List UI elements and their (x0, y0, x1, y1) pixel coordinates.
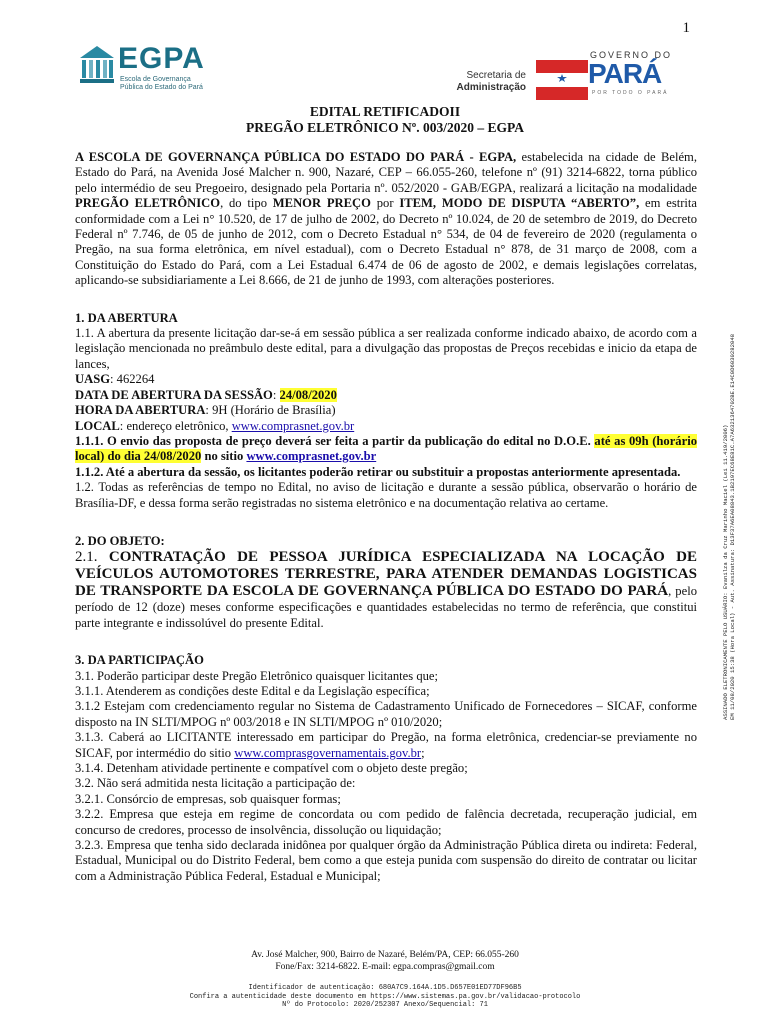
signature-line-1: ASSINADO ELETRONICAMENTE PELO USUÁRIO: Evanilza da Cruz Marinho Maciel (Lei 11.419/2006) (722, 424, 729, 720)
preamble-dispute-mode: ITEM, MODO DE DISPUTA “ABERTO”, (399, 196, 640, 211)
secretaria-label (446, 70, 526, 94)
comprasgovernamentais-link[interactable]: www.comprasgovernamentais.gov.br (234, 745, 422, 760)
egpa-emblem-icon (78, 44, 116, 86)
uasg-value: : 462264 (110, 372, 155, 387)
object-description: CONTRATAÇÃO DE PESSOA JURÍDICA ESPECIALIZADA NA LOCAÇÃO DE VEÍCULOS AUTOMOTORES TERRESTRE, PARA ATENDER DEMANDAS LOGISTICAS DE TRANSPORTE DA ESCOLA DE GOVERNANÇA PÚBLICA DO ESTADO DO PARÁ (75, 549, 698, 600)
location-value: : endereço eletrônico, (119, 418, 232, 433)
authentication-block (0, 984, 770, 1010)
clause-3-1: 3.1. Poderão participar deste Pregão Eletrônico quaisquer licitantes que; (75, 668, 438, 683)
governo-text: GOVERNO DO (590, 50, 673, 60)
opening-time-value: : 9H (Horário de Brasília) (205, 403, 336, 418)
clause-1-1-1 (75, 434, 697, 465)
preamble-type: MENOR PREÇO (272, 196, 371, 211)
preamble-text: , do tipo (220, 196, 273, 211)
auth-verify-url: Confira a autenticidade deste documento em https://www.sistemas.pa.gov.br/validacao-protocolo (189, 992, 581, 1001)
electronic-signature-stamp (722, 230, 770, 720)
preamble-text: por (370, 196, 400, 211)
preamble-text: em estrita conformidade com a Lei n° 10.520, de 17 de julho de 2002, do Decreto nº 10.024, de 20 de setembro de 2019, do Decreto Federal nº 7.746, de 05 de junho de 2012, com o Decreto Estadual n° 534, de 04 de fevereiro de 2020 (regulamenta o Pregão, na sua forma eletrônica, em nível estadual), com o Decreto Estadual n° 878, de 31 março de 2008, com a Constituição do Estado do Pará, com a Lei Estadual 6.474 de 06 de agosto de 2002, e demais legislações correlatas, aplicando-se subsidiariamente a Lei 8.666, de 21 de junho de 1993, com alterações posteriores. (75, 196, 698, 288)
clause-3-2-1: 3.2.1. Consórcio de empresas, sob quaisquer formas; (75, 791, 341, 806)
clause-3-2-2: 3.2.2. Empresa que esteja em regime de concordata ou com pedido de falência decretada, recuperação judicial, em concurso de credores, processo de insolvência, dissolução ou liquidação; (75, 807, 697, 837)
preamble-text: estabelecida na cidade de Belém, Estado do Pará, na Avenida José Malcher n. 900, Nazaré, CEP – 66.055-260, telefone nº (91) 3214-6822, torna público pelo intermédio de seu Pregoeiro, designado pela Portaria nº. 052/2020 - GAB/EGPA, realizará a licitação na modalidade (75, 150, 697, 195)
clause-2-1 (75, 549, 697, 631)
clause-text: 1.1.1. O envio das proposta de preço deverá ser feita a partir da publicação do edital no D.O.E. (75, 433, 595, 448)
location-line (75, 419, 697, 434)
egpa-subtitle: Escola de Governança Pública do Estado do Pará (120, 76, 203, 91)
para-wordmark: PARÁ (588, 58, 662, 89)
location-label: LOCAL (75, 418, 120, 433)
clause-3-1-1: 3.1.1. Atenderem as condições deste Edital e da Legislação específica; (75, 683, 430, 698)
clause-3-1-2: 3.1.2 Estejam com credenciamento regular no Sistema de Cadastramento Unificado de Fornecedores – SICAF, conforme disposto na IN SLTI/MPOG nº 003/2018 e IN SLTI/MPOG nº 010/2020; (75, 699, 697, 729)
footer-line-1: Av. José Malcher, 900, Bairro de Nazaré, Belém/PA, CEP: 66.055-260 (251, 950, 519, 960)
clause-number: 2.1. (75, 549, 109, 566)
document-body (75, 150, 697, 884)
para-tagline: POR TODO O PARÁ (592, 90, 669, 96)
egpa-wordmark: EGPA (118, 42, 205, 75)
edital-title: EDITAL RETIFICADOII (309, 104, 461, 119)
section-2-heading: 2. DO OBJETO: (75, 533, 165, 548)
uasg-label: UASG (75, 372, 110, 387)
page-number: 1 (682, 20, 690, 36)
opening-time-line (75, 403, 697, 418)
footer-line-2: Fone/Fax: 3214-6822. E-mail: egpa.compras@gmail.com (275, 962, 495, 972)
clause-3-2: 3.2. Não será admitida nesta licitação a participação de: (75, 776, 356, 791)
section-3-heading: 3. DA PARTICIPAÇÃO (75, 653, 204, 668)
clause-text: 3.1.3. Caberá ao LICITANTE interessado em participar do Pregão, na forma eletrônica, credenciar-se previamente no SICAF, por intermédio do sitio (75, 730, 697, 760)
deadline-highlight: até as 09h (horário local) do dia 24/08/2020 (75, 433, 697, 464)
clause-1-2: 1.2. Todas as referências de tempo no Edital, no aviso de licitação e durante a sessão pública, observarão o horário de Brasília-DF, e dessa forma serão registradas no sistema eletrônico e na documentação relativa ao certame. (75, 480, 697, 510)
egpa-logo (78, 44, 208, 90)
signature-line-2: EM 11/08/2020 15:38 (Hora Local) - Aut. Assinatura: D13F37A6EA08843.1B2197EC68E81C.A7A6321364702BE.E14C0D6030282048 (729, 333, 736, 720)
pregao-title: PREGÃO ELETRÔNICO Nº. 003/2020 – EGPA (246, 120, 524, 135)
clause-text: no sitio (201, 449, 247, 464)
secretaria-line2: Administração (456, 82, 526, 93)
auth-protocol: Nº do Protocolo: 2020/252307 Anexo/Sequencial: 71 (282, 1001, 488, 1009)
opening-date-label: DATA DE ABERTURA DA SESSÃO (75, 387, 273, 402)
para-flag-icon (536, 60, 588, 100)
governo-para-logo (536, 50, 686, 100)
preamble-lead: A ESCOLA DE GOVERNANÇA PÚBLICA DO ESTADO DO PARÁ - EGPA, (75, 150, 517, 164)
separator: : (272, 387, 280, 402)
clause-1-1: 1.1. A abertura da presente licitação dar-se-á em sessão pública a ser realizada conforme indicado abaixo, de acordo com a legislação mencionada no preâmbulo deste edital, para a divulgação das propostas de Preços recebidas e inicio da etapa de lances, (75, 326, 697, 371)
opening-time-label: HORA DA ABERTURA (75, 403, 206, 418)
preamble-modality: PREGÃO ELETRÔNICO (75, 196, 221, 211)
clause-3-2-3: 3.2.3. Empresa que tenha sido declarada inidônea por qualquer órgão da Administração Pública direta ou indireta: Federal, Estadual, Municipal ou do Distrito Federal, bem como a que esteja punida com suspensão do direito de contratar ou licitar com a Administração Pública Federal, Estadual e Municipal; (75, 838, 697, 883)
opening-date-value: 24/08/2020 (279, 387, 337, 402)
auth-identifier: Identificador de autenticação: 680A7C9.164A.1D5.D657E01ED77DF96B5 (248, 984, 522, 992)
uasg-line (75, 372, 697, 387)
section-1-heading: 1. DA ABERTURA (75, 310, 178, 325)
clause-3-1-4: 3.1.4. Detenham atividade pertinente e compatível com o objeto deste pregão; (75, 761, 468, 775)
secretaria-line1: Secretaria de (466, 70, 526, 81)
clause-text: , pelo período de 12 (doze) meses conforme especificações e quantidades estabelecidas no termo de referência, que constitui parte integrante e indissolúvel do presente Edital. (75, 584, 697, 630)
comprasnet-link[interactable]: www.comprasnet.gov.br (246, 449, 377, 464)
opening-date-line (75, 388, 697, 403)
clause-text: ; (421, 745, 425, 760)
clause-3-1-3 (75, 730, 697, 761)
footer-address (0, 949, 770, 973)
clause-1-1-2: 1.1.2. Até a abertura da sessão, os licitantes poderão retirar ou substituir a propostas anteriormente apresentada. (75, 464, 681, 479)
comprasnet-link[interactable]: www.comprasnet.gov.br (231, 418, 355, 433)
preamble (75, 150, 697, 289)
